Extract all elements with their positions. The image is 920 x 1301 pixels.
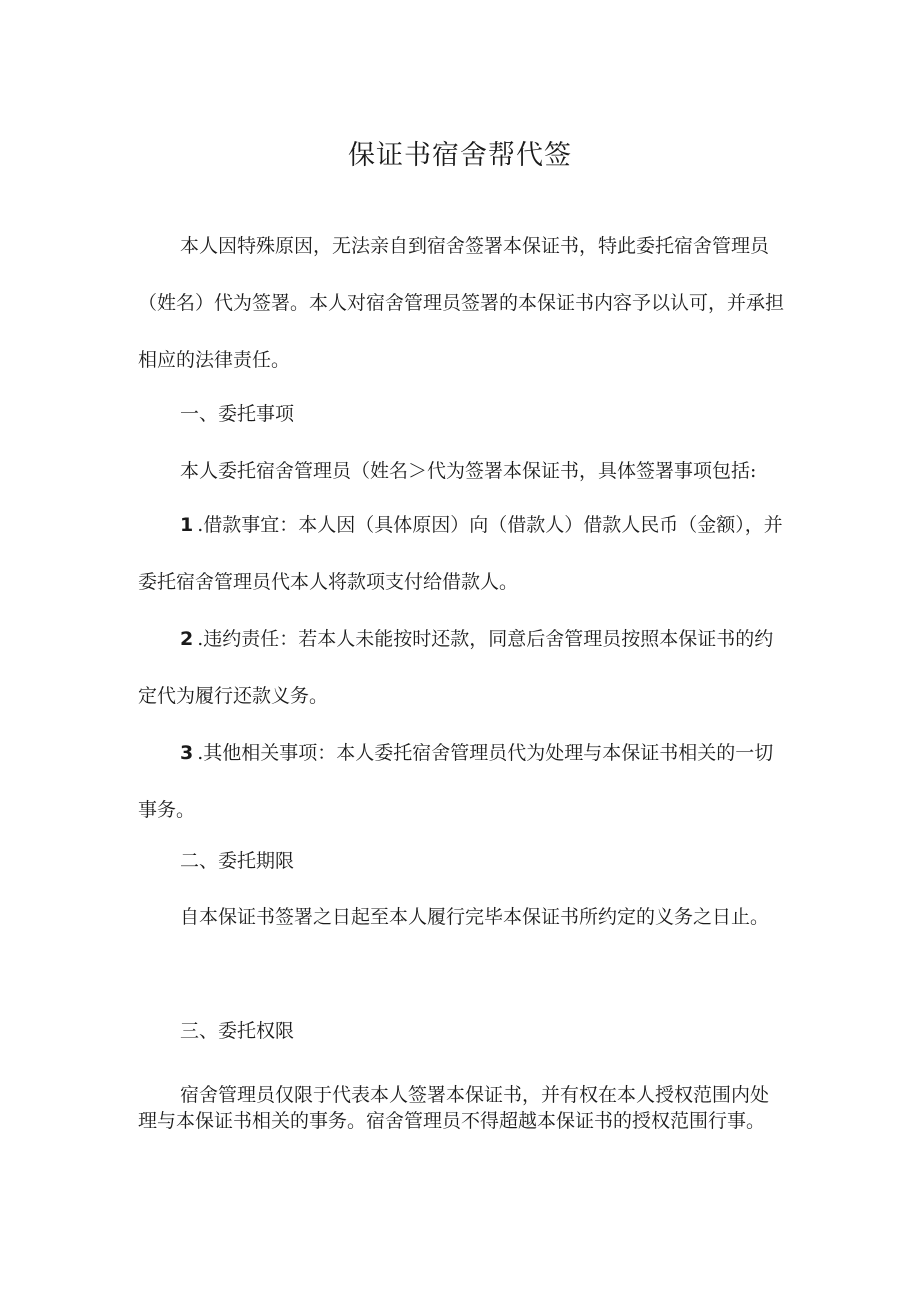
list-item-number: 1 <box>180 514 198 536</box>
list-item-number: 2 <box>180 628 198 650</box>
section-heading-delegation-authority: 三、委托权限 <box>180 1020 295 1042</box>
list-item-loan <box>138 497 786 611</box>
delegation-authority-paragraph: 宿舍管理员仅限于代表本人签署本保证书，并有权在本人授权范围内处理与本保证书相关的事务。宿舍管理员不得超越本保证书的授权范围行事。 <box>138 1084 770 1132</box>
document-title: 保证书宿舍帮代签 <box>348 140 572 171</box>
delegation-lead-paragraph: 本人委托宿舍管理员（姓名＞代为签署本保证书，具体签署事项包括: <box>180 460 757 482</box>
list-item-text: .违约责任：若本人未能按时还款，同意后舍管理员按照本保证书的约定代为履行还款义务。 <box>138 628 774 707</box>
delegation-period-paragraph: 自本保证书签署之日起至本人履行完毕本保证书所约定的义务之日止。 <box>180 906 770 928</box>
list-item-default-liability <box>138 611 786 725</box>
list-item-other-matters <box>138 725 786 839</box>
intro-paragraph: 本人因特殊原因，无法亲自到宿舍签署本保证书，特此委托宿舍管理员（姓名）代为签署。本人对宿舍管理员签署的本保证书内容予以认可，并承担相应的法律责任。 <box>138 235 785 371</box>
list-item-number: 3 <box>180 742 198 764</box>
list-item-text: .借款事宜：本人因（具体原因）向（借款人）借款人民币（金额），并委托宿舍管理员代本人将款项支付给借款人。 <box>138 514 783 593</box>
section-heading-delegation-matters: 一、委托事项 <box>180 403 295 425</box>
section-heading-delegation-period: 二、委托期限 <box>180 850 295 872</box>
list-item-text: .其他相关事项：本人委托宿舍管理员代为处理与本保证书相关的一切事务。 <box>138 742 774 821</box>
